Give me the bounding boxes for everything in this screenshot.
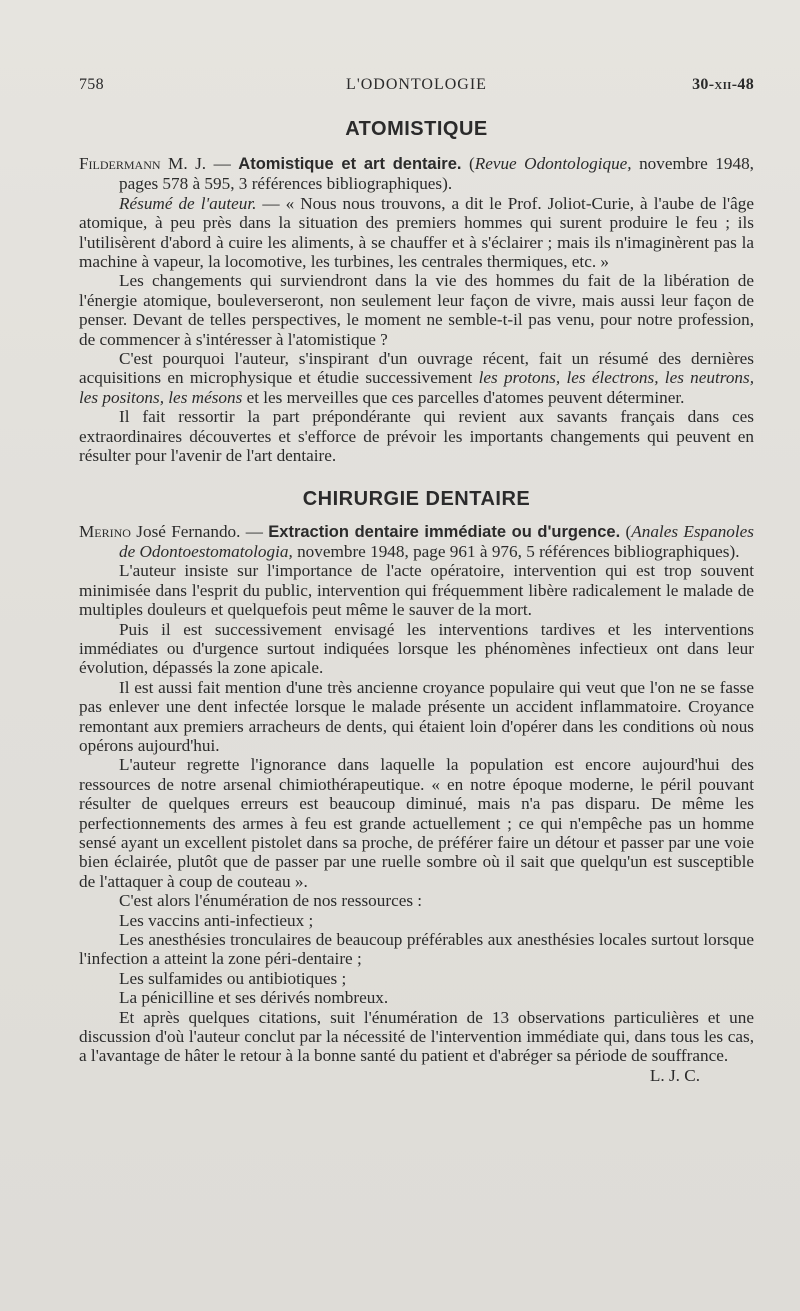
resume-label: Résumé de l'auteur. xyxy=(119,193,257,213)
paragraph: Il fait ressortir la part prépondérante qui revient aux savants français dans ces extraordinaires découvertes et s'efforce de prévoir les importants changements qui peuvent en résulter pour l'avenir de l'art dentaire. xyxy=(79,407,754,466)
page-body xyxy=(79,116,754,1085)
page-number: 758 xyxy=(79,76,104,93)
paragraph: Les changements qui surviendront dans la vie des hommes du fait de la libération de l'énergie atomique, bouleverseront, non seulement leur façon de vivre, mais aussi leur façon de penser. Devant de telles perspectives, le moment ne semble-t-il pas venu, pour notre profession, de commencer à s'intéresser à l'atomistique ? xyxy=(79,271,754,349)
paragraph: Résumé de l'auteur. — « Nous nous trouvons, a dit le Prof. Joliot-Curie, à l'aube de l'âge atomique, à peu près dans la situation des premiers hommes qui surent produire le feu ; ils l'utilisèrent d'abord à cuire les aliments, à se chauffer et à s'éclairer ; mais ils n'imaginèrent pas la machine à vapeur, la locomotive, les turbines, les centrales thermiques, etc. » xyxy=(79,193,754,272)
bibliographic-reference: Fildermann M. J. — Atomistique et art dentaire. (Revue Odontologique, novembre 1948, pages 578 à 595, 3 références bibliographiques). xyxy=(79,154,754,194)
paragraph: C'est alors l'énumération de nos ressources : xyxy=(119,891,423,911)
journal-name: Revue Odontologique, xyxy=(474,154,632,173)
author-signature: L. J. C. xyxy=(649,1065,700,1085)
paragraph: L'auteur regrette l'ignorance dans laquelle la population est encore aujourd'hui des ressources de notre arsenal chimiothérapeutique. « en notre époque moderne, le péril pouvant résulter de quelques erreurs est beaucoup diminué, mais n'a pas disparu. De même les perfectionnements des armes à feu est grande actuellement ; ce qui n'empêche pas un homme sensé ayant un excellent pistolet dans sa proche, de préférer faire un détour et passer par une voie bien éclairée, plutôt que de passer par une ruelle sombre où il sait que quelqu'un est susceptible de l'attaquer à coup de couteau ». xyxy=(79,755,754,891)
paragraph: Et après quelques citations, suit l'énumération de 13 observations particulières et une discussion d'où l'auteur conclut par la nécessité de l'intervention immédiate qui, dans tous les cas, a l'avantage de hâter le retour à la bonne santé du patient et d'abréger sa période de souffrance. xyxy=(79,1007,754,1066)
list-item: Les vaccins anti-infectieux ; xyxy=(119,910,314,930)
issue-date: 30-xii-48 xyxy=(692,76,754,93)
list-item: La pénicilline et ses dérivés nombreux. xyxy=(119,988,389,1008)
list-item: Les anesthésies tronculaires de beaucoup préférables aux anesthésies locales surtout lorsque l'infection a atteint la zone péri-dentaire ; xyxy=(79,930,754,969)
section-heading-atomistique: ATOMISTIQUE xyxy=(345,118,488,140)
paragraph: L'auteur insiste sur l'importance de l'acte opératoire, intervention qui est trop souvent minimisée dans l'esprit du public, intervention qui fréquemment libère radicalement le malade de multiples douleurs et quelquefois peut même le sauver de la mort. xyxy=(79,561,754,620)
bibliographic-reference: Merino José Fernando. — Extraction dentaire immédiate ou d'urgence. (Anales Espanoles de Odontoestomatologia, novembre 1948, page 961 à 976, 5 références bibliographiques). xyxy=(79,521,754,561)
list-item: Les sulfamides ou antibiotiques ; xyxy=(119,968,347,988)
reference-author: Merino xyxy=(79,521,131,541)
particle-list: les protons, les électrons, les neutrons, les positons, les mésons xyxy=(79,368,754,407)
paragraph: Il est aussi fait mention d'une très ancienne croyance populaire qui veut que l'on ne se fasse pas enlever une dent infectée lorsque le malade présente un accident inflammatoire. Croyance remontant aux premiers arracheurs de dents, qui étaient loin d'opérer dans les conditions où nous opérons aujourd'hui. xyxy=(79,677,754,755)
article-title: Extraction dentaire immédiate ou d'urgence. xyxy=(268,522,621,541)
article-title: Atomistique et art dentaire. xyxy=(238,155,462,173)
section-heading-chirurgie-dentaire: CHIRURGIE DENTAIRE xyxy=(302,487,531,510)
reference-author: Fildermann xyxy=(79,154,161,173)
journal-title: L'ODONTOLOGIE xyxy=(346,76,487,93)
paragraph: C'est pourquoi l'auteur, s'inspirant d'un ouvrage récent, fait un résumé des dernières acquisitions en microphysique et étudie successivement les protons, les électrons, les neutrons, les positons, les mésons et les merveilles que ces parcelles d'atomes peuvent déterminer. xyxy=(79,349,754,407)
journal-name: Anales Espanoles de Odontoestomatologia, xyxy=(119,521,754,561)
paragraph: Puis il est successivement envisagé les interventions tardives et les interventions immédiates ou d'urgence surtout indiquées lorsque les phénomènes infectieux ont dans leur évolution, dépassés la zone apicale. xyxy=(79,619,754,678)
